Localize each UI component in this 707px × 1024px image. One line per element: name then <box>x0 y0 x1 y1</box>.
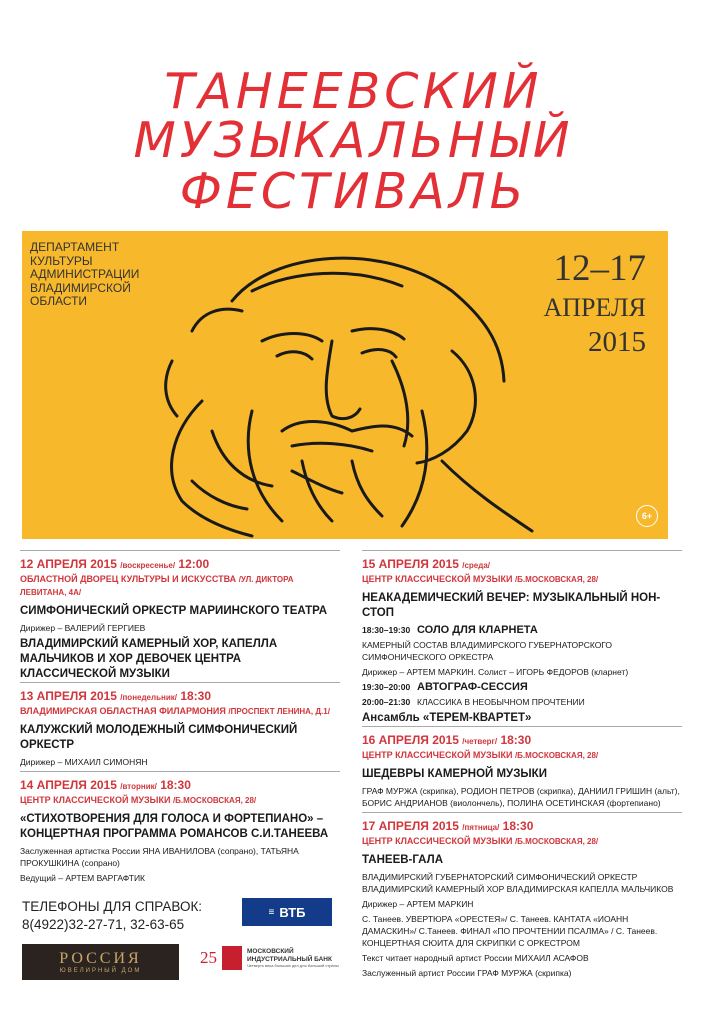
mib-logo <box>200 946 339 970</box>
event-day <box>362 726 682 809</box>
performer-details: ГРАФ МУРЖА (скрипка), РОДИОН ПЕТРОВ (скрипка), ДАНИИЛ ГРИШИН (альт), БОРИС АНДРИАНОВ (виолончель), ПОЛИНА ОСЕТИНСКАЯ (фортепиано) <box>362 786 680 808</box>
venue-address: /Б.МОСКОВСКАЯ, 28/ <box>514 837 599 846</box>
venue-name: ЦЕНТР КЛАССИЧЕСКОЙ МУЗЫКИ <box>20 795 171 805</box>
event-date: 16 АПРЕЛЯ 2015 <box>362 733 459 747</box>
program-slot <box>362 696 682 708</box>
event-date-header <box>362 812 682 835</box>
event-weekday: /пятница/ <box>462 823 500 832</box>
event-day <box>20 771 340 884</box>
mib-mark-icon <box>222 946 242 970</box>
venue-address: /УЛ. ДИКТОРА ЛЕВИТАНА, 4А/ <box>20 575 294 597</box>
title-line-2: МУЗЫКАЛЬНЫЙ <box>133 112 574 169</box>
mib-name: МОСКОВСКИЙ ИНДУСТРИАЛЬНЫЙ БАНК <box>247 948 332 963</box>
mib-tagline: Четверть века больших дел для большой страны <box>247 963 339 968</box>
performer-details: Дирижер – ВАЛЕРИЙ ГЕРГИЕВ <box>20 623 146 633</box>
event-time: 12:00 <box>178 557 210 571</box>
event-date: 15 АПРЕЛЯ 2015 <box>362 557 459 571</box>
performer-details: КАМЕРНЫЙ СОСТАВ ВЛАДИМИРСКОГО ГУБЕРНАТОРСКОГО СИМФОНИЧЕСКОГО ОРКЕСТРА <box>362 640 613 662</box>
organizer-line: ВЛАДИМИРСКОЙ <box>30 280 131 295</box>
event-day <box>20 682 340 768</box>
program-slot <box>362 681 682 693</box>
festival-year: 2015 <box>588 326 646 358</box>
organizer-line: КУЛЬТУРЫ <box>30 253 93 268</box>
events-column-left <box>20 550 340 887</box>
performer-details: Заслуженный артист России ГРАФ МУРЖА (скрипка) <box>362 968 572 978</box>
event-date-header <box>20 771 340 794</box>
age-rating-badge: 6+ <box>636 505 658 527</box>
organizer-line: АДМИНИСТРАЦИИ <box>30 267 140 281</box>
performer-title: СИМФОНИЧЕСКИЙ ОРКЕСТР МАРИИНСКОГО ТЕАТРА <box>20 605 328 617</box>
performer-details: Дирижер – АРТЕМ МАРКИН. Солист – ИГОРЬ ФЕДОРОВ (кларнет) <box>362 667 629 677</box>
slot-time: 18:30–19:30 <box>362 625 411 635</box>
event-time: 18:30 <box>180 689 212 703</box>
title-line-1: ТАНЕЕВСКИЙ <box>164 63 543 120</box>
organizer-text <box>30 241 139 309</box>
venue-address: /Б.МОСКОВСКАЯ, 28/ <box>172 796 257 805</box>
contact-phones <box>22 898 202 934</box>
composer-portrait-drawing <box>132 231 552 539</box>
performer-details: Ведущий – АРТЕМ ВАРГАФТИК <box>20 873 146 883</box>
venue-name: ВЛАДИМИРСКАЯ ОБЛАСТНАЯ ФИЛАРМОНИЯ <box>20 706 226 716</box>
performer-details: Текст читает народный артист России МИХАИЛ АСАФОВ <box>362 953 589 963</box>
performer-details: Дирижер – АРТЕМ МАРКИН <box>362 899 474 909</box>
performer-details: ВЛАДИМИРСКИЙ ГУБЕРНАТОРСКИЙ СИМФОНИЧЕСКИЙ ОРКЕСТР ВЛАДИМИРСКИЙ КАМЕРНЫЙ ХОР ВЛАДИМИРСКАЯ КАПЕЛЛА МАЛЬЧИКОВ <box>362 872 674 894</box>
program-slot <box>362 624 682 636</box>
organizer-line: ДЕПАРТАМЕНТ <box>30 240 120 254</box>
performer-title: НЕАКАДЕМИЧЕСКИЙ ВЕЧЕР: МУЗЫКАЛЬНЫЙ НОН-СТОП <box>362 592 661 619</box>
event-venue <box>362 749 682 762</box>
performer-details: Дирижер – МИХАИЛ СИМОНЯН <box>20 757 148 767</box>
performer-details: Заслуженная артистка России ЯНА ИВАНИЛОВА (сопрано), ТАТЬЯНА ПРОКУШКИНА (сопрано) <box>20 846 299 868</box>
slot-time: 19:30–20:00 <box>362 682 411 692</box>
performer-details: С. Танеев. УВЕРТЮРА «ОРЕСТЕЯ»/ С. Танеев. КАНТАТА «ИОАНН ДАМАСКИН»/ С.Танеев. ФИНАЛ «ПО ПРОЧТЕНИИ ПСАЛМА» / С. Танеев. КОНЦЕРТНАЯ СЮИТА ДЛЯ СКРИПКИ С ОРКЕСТРОМ <box>362 914 658 948</box>
event-date: 13 АПРЕЛЯ 2015 <box>20 689 117 703</box>
phones-numbers: 8(4922)32-27-71, 32-63-65 <box>22 917 185 932</box>
event-weekday: /понедельник/ <box>120 693 177 702</box>
event-venue <box>362 573 682 586</box>
event-venue <box>20 573 340 599</box>
event-date-header <box>362 726 682 749</box>
slot-title: АВТОГРАФ-СЕССИЯ <box>417 681 528 693</box>
mib-years: 25 <box>200 948 217 967</box>
event-day <box>362 812 682 979</box>
performer-title: ШЕДЕВРЫ КАМЕРНОЙ МУЗЫКИ <box>362 768 547 780</box>
performer-title: ВЛАДИМИРСКИЙ КАМЕРНЫЙ ХОР, КАПЕЛЛА МАЛЬЧИКОВ И ХОР ДЕВОЧЕК ЦЕНТРА КЛАССИЧЕСКОЙ МУЗЫКИ <box>20 638 278 680</box>
event-venue <box>20 705 340 718</box>
poster-banner <box>22 231 668 539</box>
event-date-header <box>362 550 682 573</box>
slot-time: 20:00–21:30 <box>362 697 411 707</box>
vtb-name: ВТБ <box>279 904 306 920</box>
performer-title: Ансамбль «ТЕРЕМ-КВАРТЕТ» <box>362 712 532 724</box>
event-weekday: /среда/ <box>462 561 491 570</box>
vtb-mark-icon: ≡ <box>268 906 275 918</box>
festival-dates: 12–17 <box>553 248 646 289</box>
vtb-logo <box>242 898 332 926</box>
event-date: 14 АПРЕЛЯ 2015 <box>20 778 117 792</box>
venue-address: /ПРОСПЕКТ ЛЕНИНА, Д.1/ <box>228 707 330 716</box>
venue-name: ОБЛАСТНОЙ ДВОРЕЦ КУЛЬТУРЫ И ИСКУССТВА <box>20 574 237 584</box>
performer-title: «СТИХОТВОРЕНИЯ ДЛЯ ГОЛОСА И ФОРТЕПИАНО» – КОНЦЕРТНАЯ ПРОГРАММА РОМАНСОВ С.И.ТАНЕЕВА <box>20 813 329 840</box>
event-date-header <box>20 682 340 705</box>
venue-address: /Б.МОСКОВСКАЯ, 28/ <box>514 751 599 760</box>
venue-name: ЦЕНТР КЛАССИЧЕСКОЙ МУЗЫКИ <box>362 836 513 846</box>
title-line-3: ФЕСТИВАЛЬ <box>179 163 528 220</box>
event-time: 18:30 <box>502 819 534 833</box>
event-day <box>362 550 682 726</box>
rossiya-sub: ЮВЕЛИРНЫЙ ДОМ <box>59 968 142 974</box>
event-date-header <box>20 550 340 573</box>
event-date: 12 АПРЕЛЯ 2015 <box>20 557 117 571</box>
performer-title: ТАНЕЕВ-ГАЛА <box>362 854 443 866</box>
phones-label: ТЕЛЕФОНЫ ДЛЯ СПРАВОК: <box>22 899 203 914</box>
slot-title: СОЛО ДЛЯ КЛАРНЕТА <box>417 624 538 636</box>
event-weekday: /воскресенье/ <box>120 561 176 570</box>
event-weekday: /четверг/ <box>462 737 498 746</box>
event-time: 18:30 <box>160 778 191 792</box>
organizer-line: ОБЛАСТИ <box>30 294 88 308</box>
event-time: 18:30 <box>500 733 532 747</box>
rossiya-name: РОССИЯ <box>59 950 142 967</box>
events-column-right <box>362 550 682 982</box>
slot-title: КЛАССИКА В НЕОБЫЧНОМ ПРОЧТЕНИИ <box>417 697 585 707</box>
event-day <box>20 550 340 682</box>
event-venue <box>362 835 682 848</box>
event-date: 17 АПРЕЛЯ 2015 <box>362 819 459 833</box>
venue-name: ЦЕНТР КЛАССИЧЕСКОЙ МУЗЫКИ <box>362 574 513 584</box>
event-venue <box>20 794 340 807</box>
rossiya-logo <box>22 944 179 980</box>
venue-name: ЦЕНТР КЛАССИЧЕСКОЙ МУЗЫКИ <box>362 750 513 760</box>
performer-title: КАЛУЖСКИЙ МОЛОДЕЖНЫЙ СИМФОНИЧЕСКИЙ ОРКЕСТР <box>20 724 298 751</box>
event-weekday: /вторник/ <box>120 782 157 791</box>
venue-address: /Б.МОСКОВСКАЯ, 28/ <box>514 575 599 584</box>
festival-month: АПРЕЛЯ <box>543 293 646 322</box>
